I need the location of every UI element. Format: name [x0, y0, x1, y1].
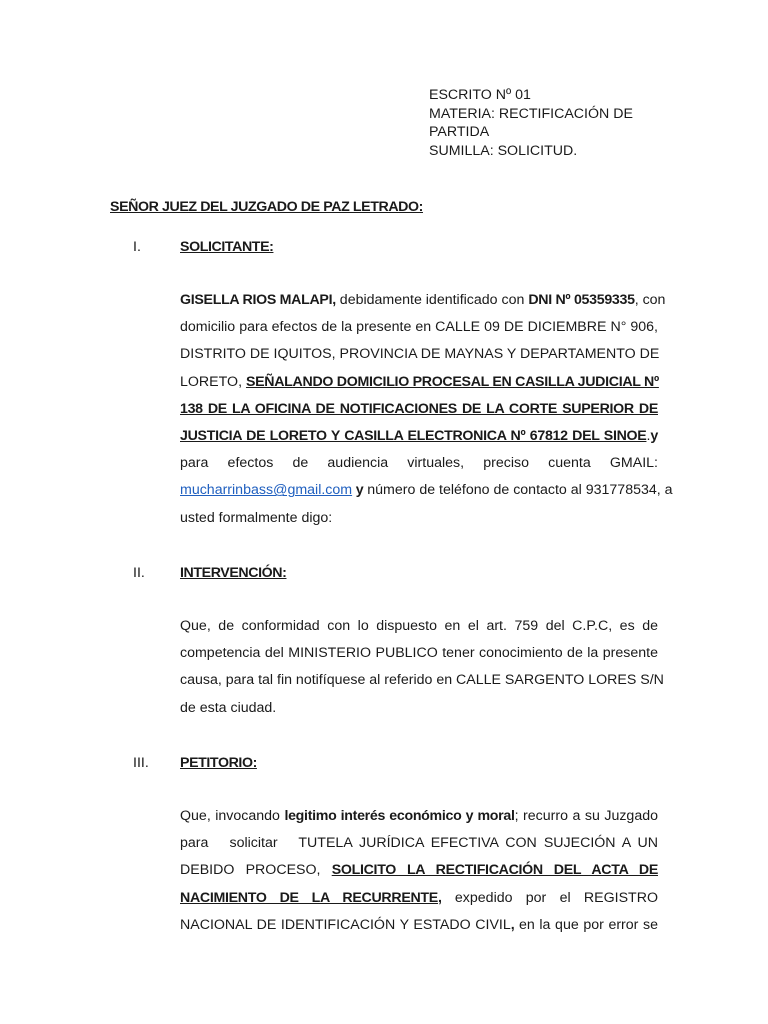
section-title: SOLICITANTE: — [180, 239, 274, 255]
text-run: debidamente identificado con — [335, 292, 529, 308]
materia-continuation: PARTIDA — [429, 124, 490, 140]
text-run: . — [646, 428, 651, 445]
intervencion-paragraph — [180, 613, 664, 722]
paragraph-line — [180, 477, 673, 504]
text-run: Que, invocando — [180, 808, 285, 824]
paragraph-line — [180, 912, 658, 939]
section-title: INTERVENCIÓN: — [180, 565, 287, 581]
section-title: PETITORIO: — [180, 755, 257, 771]
request-statement: NACIMIENTO DE LA RECURRENTE — [180, 889, 438, 906]
addressee-heading: SEÑOR JUEZ DEL JUZGADO DE PAZ LETRADO: — [110, 199, 423, 215]
paragraph-line: DISTRITO DE IQUITOS, PROVINCIA DE MAYNAS Y DEPARTAMENTO DE — [180, 346, 660, 363]
text-run: LORETO, — [180, 373, 246, 390]
materia-line — [429, 105, 657, 124]
paragraph-line: para efectos de audiencia virtuales, preciso cuenta GMAIL: — [180, 455, 658, 472]
text-run: y — [650, 428, 658, 445]
paragraph-line — [180, 369, 658, 396]
paragraph-line — [180, 423, 658, 450]
text-run: , — [510, 916, 515, 933]
section-number: III. — [133, 755, 149, 771]
petitorio-paragraph — [180, 803, 658, 939]
solicitante-paragraph — [180, 287, 673, 532]
email-link[interactable]: mucharrinbass@gmail.com — [180, 482, 353, 499]
text-run: DEBIDO PROCESO, — [180, 862, 332, 879]
paragraph-line: de esta ciudad. — [180, 699, 277, 716]
paragraph-line: causa, para tal fin notifíquese al referido en CALLE SARGENTO LORES S/N — [180, 672, 664, 689]
text-run: expedido por el REGISTRO — [441, 889, 658, 906]
text-run: , con — [634, 292, 666, 308]
text-run: NACIONAL DE IDENTIFICACIÓN Y ESTADO CIVIL — [180, 916, 511, 933]
paragraph-line — [180, 803, 658, 830]
paragraph-line: competencia del MINISTERIO PUBLICO tener conocimiento de la presente — [180, 645, 658, 662]
text-run: número de teléfono de contacto al 931778534, a — [363, 482, 673, 499]
paragraph-line — [180, 885, 658, 912]
paragraph-line: usted formalmente digo: — [180, 509, 333, 526]
legitimate-interest: legitimo interés económico y moral — [284, 808, 515, 824]
dni-number: DNI Nº 05359335 — [528, 292, 635, 308]
applicant-name: GISELLA RIOS MALAPI, — [180, 292, 336, 308]
paragraph-line: Que, de conformidad con lo dispuesto en el art. 759 del C.P.C, es de — [180, 618, 658, 634]
materia-label: MATERIA: — [429, 105, 495, 122]
paragraph-line: para solicitar TUTELA JURÍDICA EFECTIVA CON SUJECIÓN A UN — [180, 835, 658, 852]
materia-word-2: DE — [613, 105, 633, 122]
text-run: y — [352, 482, 364, 499]
section-number: II. — [133, 565, 145, 581]
text-run: en la que por error se — [514, 916, 658, 933]
document-header — [429, 86, 657, 160]
text-run: ; recurro a su Juzgado — [514, 808, 658, 824]
text-run: , — [437, 889, 442, 906]
paragraph-line — [180, 287, 666, 314]
request-statement: SOLICITO LA RECTIFICACIÓN DEL ACTA DE — [331, 862, 658, 879]
materia-word-1: RECTIFICACIÓN — [498, 105, 610, 122]
escrito-number: ESCRITO Nº 01 — [429, 87, 531, 103]
sumilla-line: SUMILLA: SOLICITUD. — [429, 142, 578, 159]
procedural-address: 138 DE LA OFICINA DE NOTIFICACIONES DE LA CORTE SUPERIOR DE — [180, 400, 658, 417]
paragraph-line: domicilio para efectos de la presente en CALLE 09 DE DICIEMBRE N° 906, — [180, 319, 658, 336]
procedural-address: JUSTICIA DE LORETO Y CASILLA ELECTRONICA Nº 67812 DEL SINOE — [180, 428, 647, 445]
paragraph-line — [180, 396, 658, 423]
paragraph-line — [180, 857, 658, 884]
section-number: I. — [133, 239, 141, 255]
procedural-address: SEÑALANDO DOMICILIO PROCESAL EN CASILLA JUDICIAL Nº — [245, 373, 659, 390]
